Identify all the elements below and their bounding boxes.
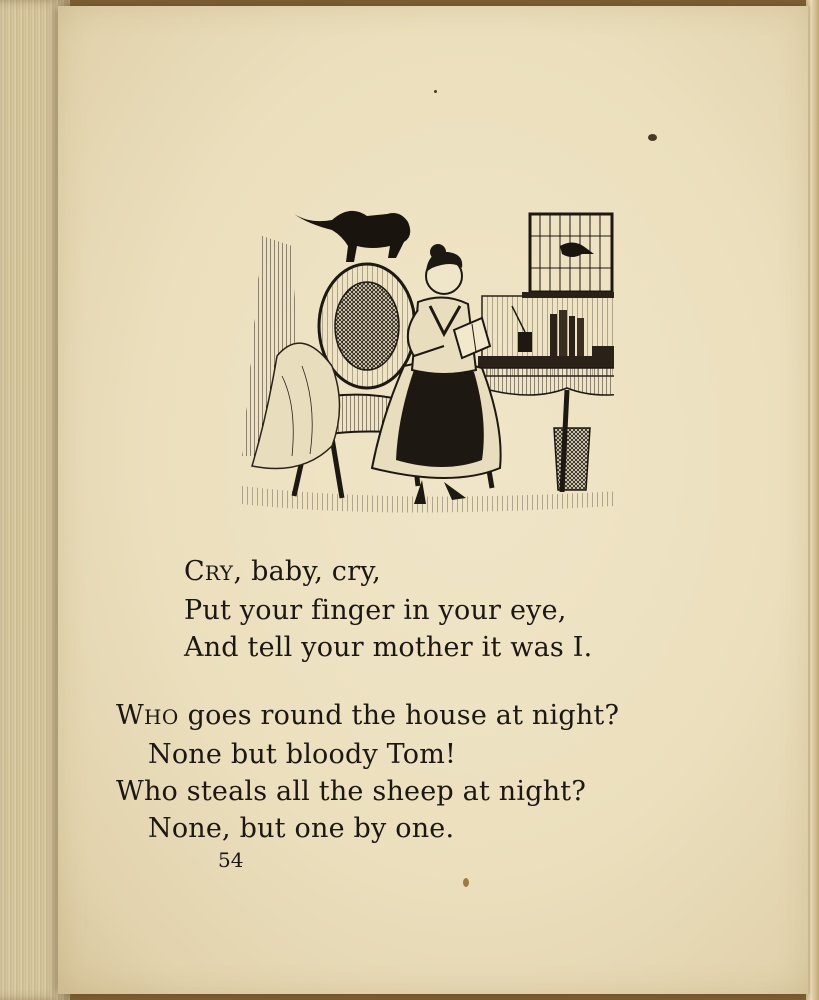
foxing-spot: [648, 134, 657, 141]
verse-two-dropcap-initial: W: [116, 700, 144, 731]
woodcut-illustration: [182, 206, 614, 522]
verse-one-dropcap-initial: C: [184, 556, 205, 587]
cat: [294, 211, 410, 262]
verse-two-line-2: None but bloody Tom!: [148, 739, 457, 770]
verse-one: [184, 553, 592, 666]
chair-back-pattern: [335, 282, 399, 370]
verse-two-dropcap-rest: HO: [143, 705, 179, 729]
verse-one-line-3: And tell your mother it was I.: [184, 632, 593, 663]
verse-two-line-1-rest: goes round the house at night?: [178, 700, 620, 731]
verse-one-line-1-rest: , baby, cry,: [233, 556, 381, 587]
desk-apron: [482, 368, 614, 395]
desk-top: [478, 356, 614, 368]
verse-one-line-1: [184, 553, 592, 592]
inkwell: [518, 332, 532, 352]
verse-one-line-2: Put your finger in your eye,: [184, 595, 567, 626]
page-number: 54: [218, 848, 244, 872]
verse-two-line-3: Who steals all the sheep at night?: [116, 776, 587, 807]
verse-two-line-4: None, but one by one.: [148, 813, 455, 844]
wastebasket: [554, 428, 590, 490]
foxing-spot: [434, 90, 437, 93]
drop-cap-word: [184, 556, 234, 587]
book-spine: [550, 314, 557, 356]
verse-two: [116, 697, 619, 847]
bird: [560, 242, 594, 257]
verse-two-line-1: [116, 697, 619, 736]
verse-one-dropcap-rest: RY: [204, 561, 234, 585]
foxing-spot: [463, 878, 469, 887]
drop-cap-word: [116, 700, 179, 731]
desk-legs: [485, 388, 614, 492]
